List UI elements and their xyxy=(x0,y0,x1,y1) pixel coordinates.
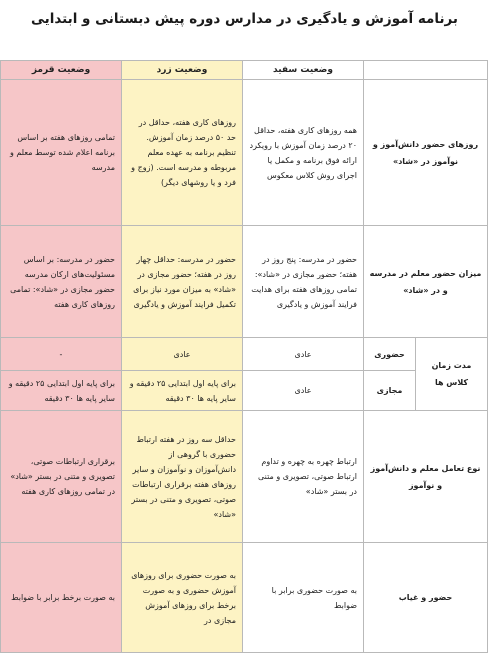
row-label-attendance-days: روزهای حضور دانش‌آموز و نوآموز در «شاد» xyxy=(364,80,488,226)
sublabel-in-person: حضوری xyxy=(364,338,416,371)
row-duration-in-person xyxy=(1,338,488,371)
row-presence-absence xyxy=(1,543,488,653)
row-interaction xyxy=(1,411,488,543)
row-teacher-presence xyxy=(1,226,488,338)
cell-duration-virtual-yellow: برای پایه اول ابتدایی ۲۵ دقیقه و سایر پایه ها ۳۰ دقیقه xyxy=(122,371,243,411)
cell-presence-white: به صورت حضوری برابر با ضوابط xyxy=(243,543,364,653)
cell-presence-red: به صورت برخط برابر با ضوابط xyxy=(1,543,122,653)
cell-presence-yellow: به صورت حضوری برای روزهای آموزش حضوری و به صورت برخط برای روزهای آموزش مجازی در xyxy=(122,543,243,653)
cell-attendance-yellow: روزهای کاری هفته، حداقل در حد ۵۰ درصد زمان آموزش. تنظیم برنامه به عهده معلم مربوطه و مدرسه است. (زوج و فرد و یا روشهای دیگر) xyxy=(122,80,243,226)
cell-attendance-white: همه روزهای کاری هفته، حداقل ۲۰ درصد زمان آموزش با رویکرد ارائه فوق برنامه و مکمل یا اجرای روش کلاس معکوس xyxy=(243,80,364,226)
cell-duration-inperson-yellow: عادی xyxy=(122,338,243,371)
header-empty-cell xyxy=(364,61,488,80)
cell-duration-virtual-white: عادی xyxy=(243,371,364,411)
cell-interaction-yellow: حداقل سه روز در هفته ارتباط حضوری با گروهی از دانش‌آموزان و نوآموزان و سایر روزهای هفته برقراری ارتباطات صوتی، تصویری و متنی در بستر «شاد» xyxy=(122,411,243,543)
cell-teacher-red: حضور در مدرسه: بر اساس مسئولیت‌های ارکان مدرسه حضور مجازی در «شاد»: تمامی روزهای کاری هفته xyxy=(1,226,122,338)
header-yellow-status: وضعیت زرد xyxy=(122,61,243,80)
cell-attendance-red: تمامی روزهای هفته بر اساس برنامه اعلام شده توسط معلم و مدرسه xyxy=(1,80,122,226)
program-table xyxy=(0,60,488,653)
header-row xyxy=(1,61,488,80)
header-red-status: وضعیت قرمز xyxy=(1,61,122,80)
cell-duration-virtual-red: برای پایه اول ابتدایی ۲۵ دقیقه و سایر پایه ها ۳۰ دقیقه xyxy=(1,371,122,411)
page-title: برنامه آموزش و یادگیری در مدارس دوره پیش دبستانی و ابتدایی xyxy=(31,11,458,27)
row-label-teacher-presence: میزان حضور معلم در مدرسه و در «شاد» xyxy=(364,226,488,338)
header-white-status: وضعیت سفید xyxy=(243,61,364,80)
row-attendance-days xyxy=(1,80,488,226)
sublabel-virtual: مجازی xyxy=(364,371,416,411)
row-label-interaction: نوع تعامل معلم و دانش‌آموز و نوآموز xyxy=(364,411,488,543)
row-label-class-duration: مدت زمان کلاس ها xyxy=(416,338,488,411)
cell-duration-inperson-red: - xyxy=(1,338,122,371)
cell-interaction-white: ارتباط چهره به چهره و تداوم ارتباط صوتی، تصویری و متنی در بستر «شاد» xyxy=(243,411,364,543)
cell-duration-inperson-white: عادی xyxy=(243,338,364,371)
row-label-presence-absence: حضور و غیاب xyxy=(364,543,488,653)
cell-teacher-yellow: حضور در مدرسه: حداقل چهار روز در هفته؛ حضور مجازی در «شاد» به میزان مورد نیاز برای تکمیل فرایند آموزش و یادگیری xyxy=(122,226,243,338)
row-duration-virtual xyxy=(1,371,488,411)
cell-teacher-white: حضور در مدرسه: پنج روز در هفته؛ حضور مجازی در «شاد»: تمامی روزهای هفته برای هدایت فرایند آموزش و یادگیری xyxy=(243,226,364,338)
cell-interaction-red: برقراری ارتباطات صوتی، تصویری و متنی در بستر «شاد» در تمامی روزهای کاری هفته xyxy=(1,411,122,543)
